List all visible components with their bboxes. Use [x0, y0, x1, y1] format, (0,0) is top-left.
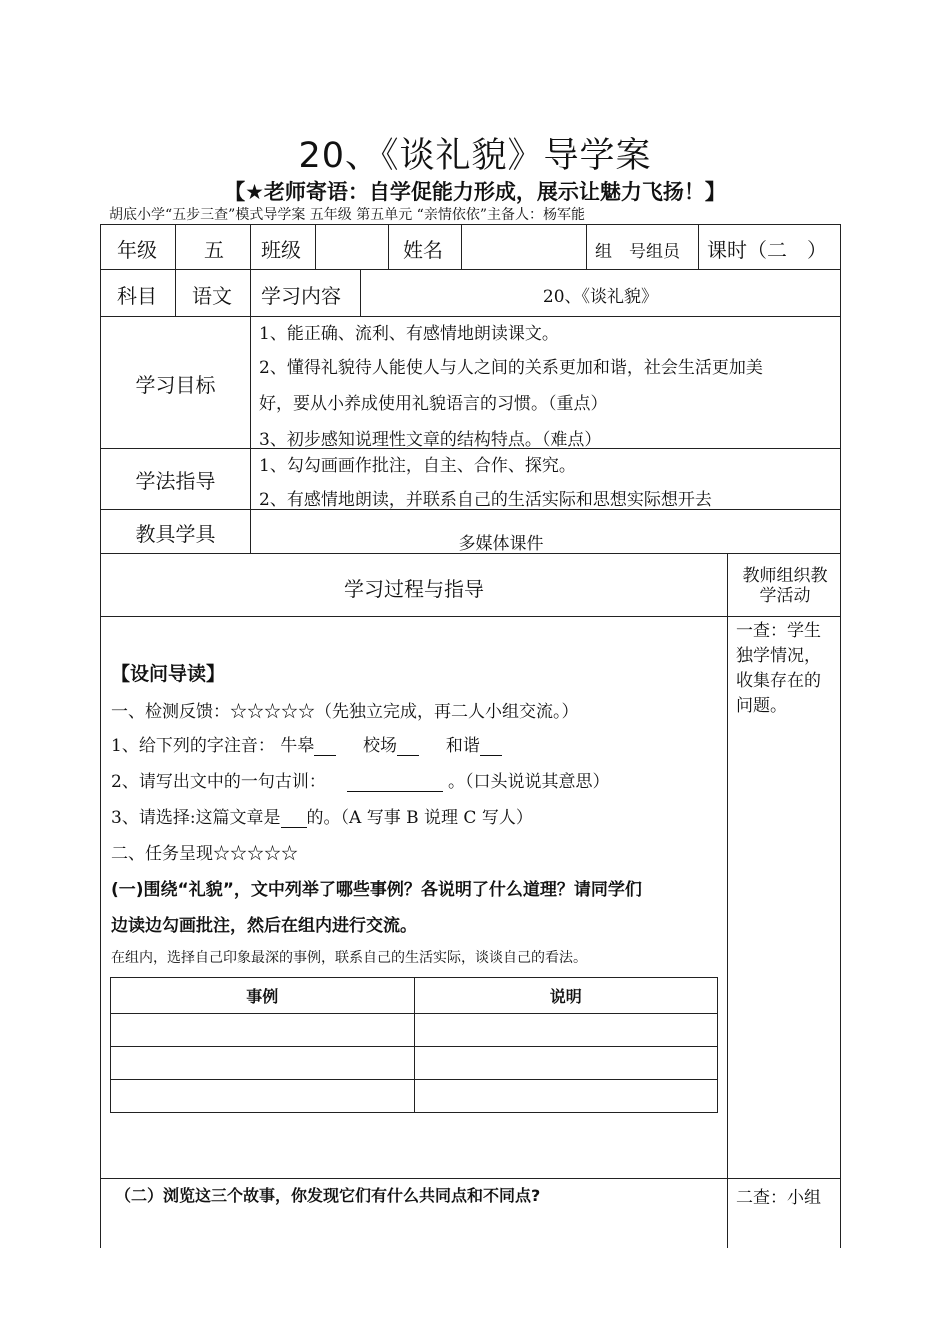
- answer-blank[interactable]: [281, 827, 307, 828]
- group-cell: [586, 224, 699, 270]
- teacher-note-2: 二查：小组: [736, 1188, 821, 1208]
- table-header-row: [111, 978, 718, 1014]
- content-label: 学习内容: [261, 284, 341, 308]
- q1-word: 牛皋: [280, 736, 336, 756]
- process-body-cell: [100, 616, 728, 1179]
- task2-cell: [100, 1178, 728, 1248]
- subject-label: 科目: [117, 284, 157, 308]
- teacher-header: 教师组织教学活动: [742, 566, 828, 606]
- name-label-cell: [388, 224, 462, 270]
- period-label: 课时（二 ）: [707, 238, 827, 262]
- methods-content-cell: [250, 448, 841, 510]
- goals-label-cell: [100, 316, 251, 449]
- tools-value: 多媒体课件: [458, 534, 544, 554]
- content-label-cell: [250, 269, 361, 317]
- teacher-note-1: 一查：学生独学情况，收集存在的问题。: [736, 621, 821, 716]
- q2-suffix: 。（口头说说其意思）: [448, 772, 610, 792]
- q2-prefix: 2、请写出文中的一句古训：: [111, 772, 326, 792]
- class-value-cell[interactable]: [315, 224, 389, 270]
- grade-label-cell: [100, 224, 176, 270]
- question-3: [111, 803, 533, 828]
- table-row: [111, 1080, 718, 1113]
- task1-note: 在组内，选择自己印象最深的事例，联系自己的生活实际，谈谈自己的看法。: [111, 950, 587, 966]
- goal-item: 1、能正确、流利、有感情地朗读课文。: [259, 324, 559, 344]
- goal-item: 2、懂得礼貌待人能使人与人之间的关系更加和谐，社会生活更加美: [259, 358, 763, 378]
- teacher-header-cell: [727, 553, 841, 617]
- class-label: 班级: [261, 238, 301, 262]
- teacher-motto: 【★老师寄语：自学促能力形成，展示让魅力飞扬！】: [224, 180, 726, 204]
- table-cell[interactable]: [111, 1014, 415, 1047]
- grade-value: 五: [204, 238, 224, 262]
- teacher-note-cell: [727, 616, 841, 1179]
- group-label: 组 号组员: [595, 242, 680, 262]
- answer-blank[interactable]: [347, 791, 443, 792]
- page-title: 20、《谈礼貌》导学案: [298, 136, 652, 176]
- tools-label-cell: [100, 509, 251, 554]
- table-cell[interactable]: [111, 1080, 415, 1113]
- check-title: 一、检测反馈：☆☆☆☆☆（先独立完成，再二人小组交流。）: [111, 702, 579, 722]
- grade-value-cell: [175, 224, 251, 270]
- q3-prefix: 3、请选择:这篇文章是: [111, 808, 281, 828]
- task1-line2: 边读边勾画批注，然后在组内进行交流。: [111, 916, 417, 936]
- period-cell: [698, 224, 841, 270]
- task-title: 二、任务呈现☆☆☆☆☆: [111, 844, 298, 864]
- table-cell[interactable]: [414, 1047, 718, 1080]
- subject-value-cell: [175, 269, 251, 317]
- subtitle: 胡底小学“五步三查”模式导学案 五年级 第五单元 “亲情依依”主备人：杨军能: [109, 207, 585, 223]
- content-value: 20、《谈礼貌》: [542, 287, 659, 307]
- table-row: [111, 1047, 718, 1080]
- q1-prefix: 1、给下列的字注音：: [111, 736, 275, 756]
- subject-label-cell: [100, 269, 176, 317]
- task1-line1: (一)围绕“礼貌”，文中列举了哪些事例？各说明了什么道理？请同学们: [111, 880, 642, 900]
- question-1: [111, 731, 502, 756]
- q1-word: 校场: [363, 736, 419, 756]
- methods-label: 学法指导: [135, 469, 216, 493]
- answer-blank[interactable]: [480, 755, 502, 756]
- subject-value: 语文: [192, 284, 232, 308]
- grade-label: 年级: [117, 238, 157, 262]
- table-cell[interactable]: [414, 1080, 718, 1113]
- class-label-cell: [250, 224, 316, 270]
- tools-label: 教具学具: [135, 522, 216, 546]
- tools-value-cell: [250, 509, 841, 554]
- name-label: 姓名: [403, 238, 443, 262]
- table-cell[interactable]: [414, 1014, 718, 1047]
- name-value-cell[interactable]: [461, 224, 587, 270]
- answer-blank[interactable]: [397, 755, 419, 756]
- section-title: 【设问导读】: [111, 663, 226, 685]
- content-value-cell: [360, 269, 841, 317]
- q3-suffix: 的。（A 写事 B 说理 C 写人）: [306, 808, 533, 828]
- teacher-note-2-cell: [727, 1178, 841, 1248]
- question-2: [111, 767, 610, 792]
- goals-content-cell: [250, 316, 841, 449]
- table-header-example: 事例: [111, 978, 415, 1014]
- process-header-cell: [100, 553, 728, 617]
- answer-blank[interactable]: [314, 755, 336, 756]
- example-table: [110, 977, 718, 1113]
- method-item: 1、勾勾画画作批注，自主、合作、探究。: [259, 456, 576, 476]
- methods-label-cell: [100, 448, 251, 510]
- table-row: [111, 1014, 718, 1047]
- goal-item: 3、初步感知说理性文章的结构特点。（难点）: [259, 430, 602, 450]
- goals-label: 学习目标: [135, 373, 216, 397]
- table-cell[interactable]: [111, 1047, 415, 1080]
- task2: （二）浏览这三个故事，你发现它们有什么共同点和不同点?: [115, 1186, 541, 1205]
- process-header: 学习过程与指导: [344, 577, 484, 601]
- goal-item: 好，要从小养成使用礼貌语言的习惯。（重点）: [259, 394, 608, 414]
- q1-word: 和谐: [446, 736, 502, 756]
- table-header-explanation: 说明: [414, 978, 718, 1014]
- method-item: 2、有感情地朗读，并联系自己的生活实际和思想实际想开去: [259, 490, 712, 510]
